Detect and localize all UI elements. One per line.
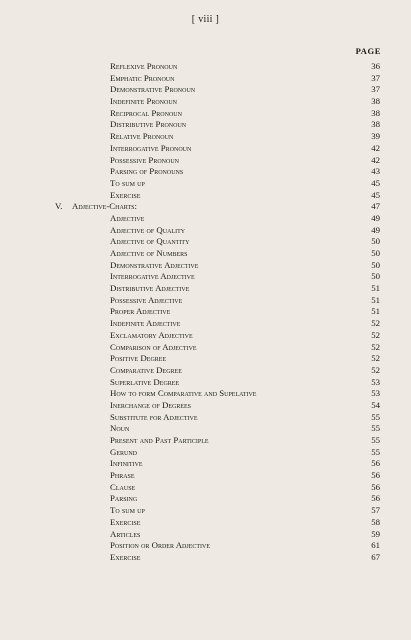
toc-entry-page: 54 (371, 399, 380, 410)
toc-entry-page: 51 (371, 283, 380, 294)
toc-entry-title: Adjective of Quality (110, 224, 186, 235)
toc-entry (0, 353, 411, 365)
toc-entry-page: 52 (371, 364, 380, 375)
toc-entry-page: 37 (371, 84, 380, 95)
toc-entry (0, 435, 411, 447)
toc-entry (0, 248, 411, 260)
toc-entry (0, 377, 411, 389)
toc-entry-title: Inerchange of Degrees (110, 399, 192, 410)
toc-entry-title: Interrogative Adjective (110, 271, 195, 282)
toc-entry-page: 42 (371, 142, 380, 153)
toc-entry (0, 388, 411, 400)
toc-entry-title: Comparison of Adjective (110, 341, 197, 352)
toc-entry-title: Relative Pronoun (110, 131, 174, 142)
toc-entry-title: Gerund (110, 446, 138, 457)
toc-entry-title: Exclamatory Adjective (110, 329, 193, 340)
toc-entry-title: Phrase (110, 470, 135, 481)
toc-entry (0, 318, 411, 330)
toc-entry (0, 225, 411, 237)
toc-entry-page: 47 (371, 201, 380, 212)
toc-entry-page: 56 (371, 481, 380, 492)
toc-entry-page: 38 (371, 119, 380, 130)
toc-entry-page: 52 (371, 329, 380, 340)
toc-entry (0, 108, 411, 120)
toc-entry-page: 50 (371, 236, 380, 247)
toc-entry-page: 53 (371, 376, 380, 387)
toc-entry (0, 119, 411, 131)
toc-entry-title: Adjective of Numbers (110, 248, 188, 258)
page-column-heading: PAGE (355, 46, 381, 56)
toc-entry-title: Parsing (110, 493, 138, 504)
toc-entry-page: 45 (371, 189, 380, 200)
toc-entry (0, 470, 411, 482)
toc-entry-title: Exercise (110, 516, 141, 527)
toc-entry (0, 260, 411, 272)
toc-entry-title: Adjective of Quantity (110, 236, 190, 247)
toc-entry-page: 50 (371, 248, 380, 258)
toc-entry-page: 67 (371, 551, 380, 562)
toc-entry-page: 45 (371, 177, 380, 188)
toc-entry-title: Demonstrative Pronoun (110, 84, 196, 95)
toc-entry-page: 42 (371, 154, 380, 165)
toc-entry-title: Reflexive Pronoun (110, 61, 178, 71)
toc-entry (0, 517, 411, 529)
toc-entry-title: Proper Adjective (110, 306, 171, 317)
table-of-contents (0, 61, 411, 564)
toc-entry-title: To sum up (110, 505, 145, 516)
toc-entry-title: Emphatic Pronoun (110, 72, 175, 83)
toc-entry (0, 131, 411, 143)
toc-entry (0, 61, 411, 73)
toc-entry-title: Position or Order Adjective (110, 540, 211, 551)
toc-entry (0, 213, 411, 225)
toc-entry (0, 190, 411, 202)
toc-entry-page: 43 (371, 166, 380, 177)
toc-entry (0, 423, 411, 435)
toc-entry-page: 53 (371, 388, 380, 399)
toc-entry (0, 458, 411, 470)
toc-entry (0, 400, 411, 412)
toc-entry-title: Exercise (110, 189, 141, 200)
toc-entry (0, 283, 411, 295)
toc-entry (0, 295, 411, 307)
toc-entry (0, 482, 411, 494)
toc-entry (0, 166, 411, 178)
toc-entry (0, 236, 411, 248)
toc-entry-page: 55 (371, 446, 380, 457)
toc-entry (0, 505, 411, 517)
toc-entry-page: 55 (371, 423, 380, 434)
toc-entry (0, 365, 411, 377)
toc-entry-title: Present and Past Participle (110, 435, 209, 445)
toc-entry-title: Adjective (110, 212, 145, 223)
toc-entry (0, 155, 411, 167)
toc-entry (0, 552, 411, 564)
toc-entry-title: Parsing of Pronouns (110, 166, 184, 177)
toc-entry-page: 56 (371, 493, 380, 504)
toc-entry-page: 51 (371, 294, 380, 305)
toc-entry-title: Noun (110, 423, 130, 434)
toc-entry-title: Indefinite Pronoun (110, 96, 178, 107)
toc-entry-title: Reciprocal Pronoun (110, 107, 182, 118)
toc-entry-page: 56 (371, 470, 380, 481)
toc-entry-title: Possessive Adjective (110, 294, 183, 305)
toc-entry-title: Articles (110, 528, 141, 539)
toc-entry-page: 49 (371, 224, 380, 235)
toc-entry-page: 50 (371, 259, 380, 270)
toc-entry-page: 55 (371, 435, 380, 445)
toc-entry (0, 493, 411, 505)
toc-entry (0, 412, 411, 424)
toc-entry (0, 271, 411, 283)
toc-entry-page: 58 (371, 516, 380, 527)
toc-entry-title: Interrogative Pronoun (110, 142, 192, 153)
toc-entry-page: 52 (371, 353, 380, 364)
toc-entry-title: To sum up (110, 177, 145, 188)
toc-entry-page: 49 (371, 212, 380, 223)
toc-entry-title: Adjective-Charts: (72, 201, 137, 212)
toc-entry (0, 330, 411, 342)
toc-entry-page: 36 (371, 61, 380, 71)
toc-entry-page: 38 (371, 96, 380, 107)
toc-entry-page: 52 (371, 318, 380, 329)
toc-entry-page: 55 (371, 411, 380, 422)
toc-entry (0, 84, 411, 96)
toc-entry (0, 447, 411, 459)
toc-entry-title: Possessive Pronoun (110, 154, 179, 165)
toc-entry-title: Exercise (110, 551, 141, 562)
toc-entry-title: Infinitive (110, 458, 143, 469)
toc-entry-title: Comparative Degree (110, 364, 182, 375)
toc-entry-title: Superlative Degree (110, 376, 180, 387)
toc-entry-title: Substitute for Adjective (110, 411, 198, 422)
toc-entry (0, 178, 411, 190)
toc-entry-page: 39 (371, 131, 380, 142)
toc-entry-title: Positive Degree (110, 353, 167, 364)
toc-entry (0, 540, 411, 552)
toc-entry-title: Clause (110, 481, 136, 492)
toc-entry-page: 51 (371, 306, 380, 317)
toc-entry (0, 342, 411, 354)
toc-entry-title: Distributive Pronoun (110, 119, 187, 130)
toc-section-number: V. (55, 201, 63, 212)
toc-entry-title: Indefinite Adjective (110, 318, 181, 329)
toc-entry (0, 96, 411, 108)
toc-entry-page: 38 (371, 107, 380, 118)
toc-entry-page: 56 (371, 458, 380, 469)
toc-entry-page: 50 (371, 271, 380, 282)
toc-entry (0, 73, 411, 85)
toc-entry-title: Distributive Adjective (110, 283, 190, 294)
toc-section-heading (0, 201, 411, 213)
page-number: [ viii ] (191, 14, 220, 25)
toc-entry (0, 529, 411, 541)
toc-entry-page: 59 (371, 528, 380, 539)
toc-entry (0, 143, 411, 155)
toc-entry (0, 306, 411, 318)
toc-entry-page: 61 (371, 540, 380, 551)
toc-entry-page: 57 (371, 505, 380, 516)
toc-entry-page: 37 (371, 72, 380, 83)
toc-entry-title: How to form Comparative and Supelative (110, 388, 257, 399)
toc-entry-page: 52 (371, 341, 380, 352)
toc-entry-title: Demonstrative Adjective (110, 259, 199, 270)
